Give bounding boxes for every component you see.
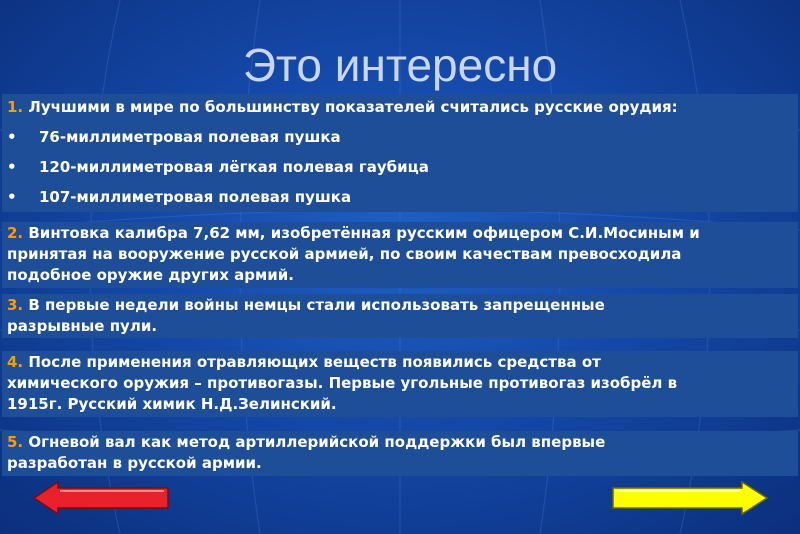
fact-line: подобное оружие других армий. — [7, 266, 294, 284]
fact-block-4 — [2, 351, 798, 417]
left-arrow-icon[interactable] — [34, 482, 168, 514]
right-arrow-icon[interactable] — [613, 482, 767, 514]
fact-number: 4. — [7, 353, 24, 371]
fact-line: разработан в русской армии. — [7, 454, 262, 472]
fact-block-3 — [2, 294, 798, 338]
next-button[interactable] — [610, 480, 770, 516]
fact-1-lead — [7, 97, 678, 118]
fact-line: В первые недели войны немцы стали использовать запрещенные — [28, 296, 605, 314]
bullet-icon: • — [7, 188, 17, 206]
fact-line: разрывные пули. — [7, 317, 158, 335]
slide-title: Это интересно — [242, 39, 558, 91]
fact-block-2 — [2, 222, 798, 288]
fact-line: 1915г. Русский химик Н.Д.Зелинский. — [7, 395, 337, 413]
back-button[interactable] — [32, 480, 172, 516]
fact-line: химического оружия – противогазы. Первые угольные противогаз изобрёл в — [7, 374, 678, 392]
fact-number: 2. — [7, 224, 24, 242]
fact-line: Огневой вал как метод артиллерийской поддержки был впервые — [28, 433, 606, 451]
fact-block-1: 1. Лучшими в мире по большинству показателей считались русские орудия: • 76-миллиметровая полевая пушка • 120-миллиметровая лёгкая полевая гаубица • 107-миллиметровая полевая пушка — [2, 94, 798, 212]
fact-block-5 — [2, 431, 798, 476]
fact-line: После применения отравляющих веществ появились средства от — [28, 353, 601, 371]
bullet-icon: • — [7, 128, 17, 146]
fact-number: 1. — [7, 98, 24, 116]
fact-line: Винтовка калибра 7,62 мм, изобретённая русским офицером С.И.Мосиным и — [28, 224, 700, 242]
fact-number: 3. — [7, 296, 24, 314]
bullet-icon: • — [7, 158, 17, 176]
fact-line: принятая на вооружение русской армией, по своим качествам превосходила — [7, 245, 682, 263]
fact-number: 5. — [7, 433, 24, 451]
fact-text: Лучшими в мире по большинству показателей считались русские орудия: — [28, 98, 678, 116]
